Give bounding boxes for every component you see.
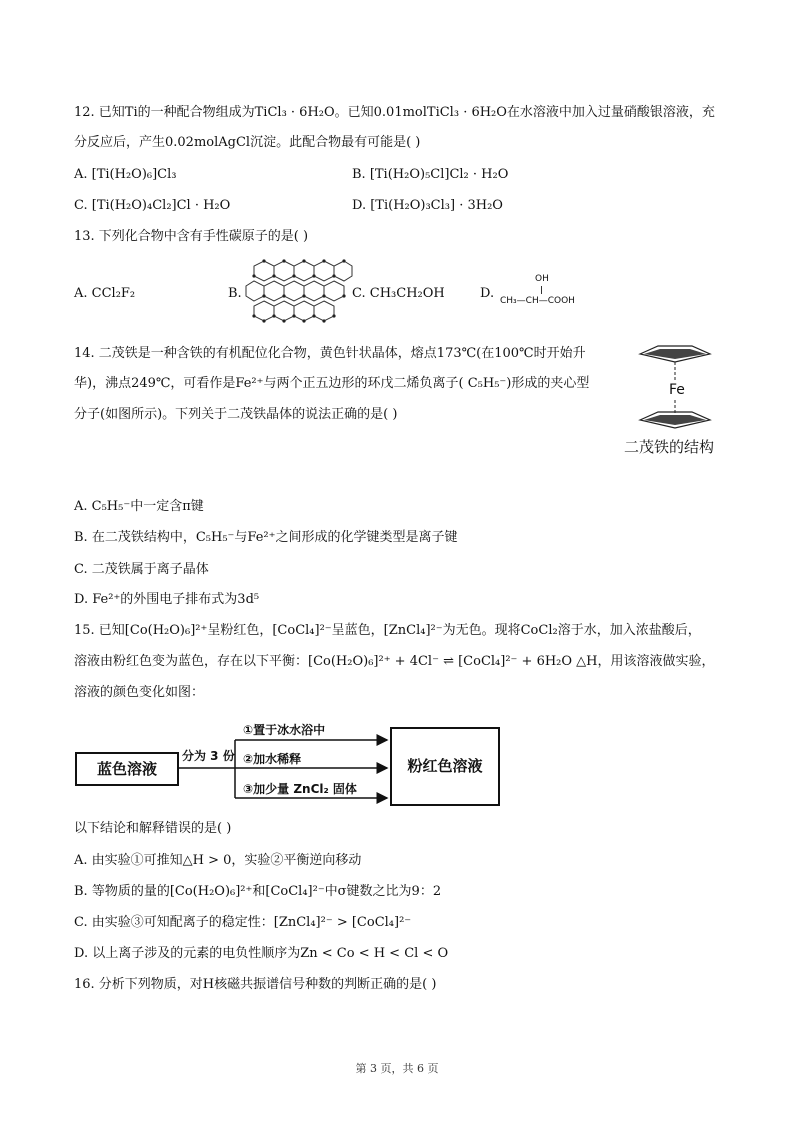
q14-option-c: C. 二茂铁属于离子晶体: [74, 562, 209, 577]
q15-option-c: C. 由实验③可知配离子的稳定性：[ZnCl₄]²⁻ > [CoCl₄]²⁻: [74, 915, 412, 930]
ferrocene-caption: 二茂铁的结构: [624, 438, 715, 456]
q15-line1: 15. 已知[Co(H₂O)₆]²⁺呈粉红色，[CoCl₄]²⁻呈蓝色，[ZnCl₄]²⁻为无色。现将CoCl₂溶于水，加入浓盐酸后，: [74, 623, 701, 638]
step1-label: ①置于冰水浴中: [243, 723, 326, 737]
ferrocene-fe-label: Fe: [669, 382, 685, 398]
q12-option-b: B. [Ti(H₂O)₅Cl]Cl₂ · H₂O: [352, 167, 509, 182]
q15-stem2: 以下结论和解释错误的是( ): [74, 821, 232, 836]
q12-line2: 分反应后，产生0.02molAgCl沉淀。此配合物最有可能是( ): [74, 135, 421, 150]
blue-solution-box: 蓝色溶液: [75, 752, 179, 786]
graphite-structure-figure: [244, 256, 354, 331]
q14-line2: 华)，沸点249℃，可看作是Fe²⁺与两个正五边形的环戊二烯负离子( C₅H₅⁻)形成的夹心型: [74, 376, 590, 391]
q13-option-b: B.: [228, 286, 242, 301]
q15-line2: 溶液由粉红色变为蓝色，存在以下平衡：[Co(H₂O)₆]²⁺ + 4Cl⁻ ⇌ [CoCl₄]²⁻ + 6H₂O △H，用该溶液做实验，: [74, 654, 715, 669]
q14-line3: 分子(如图所示)。下列关于二茂铁晶体的说法正确的是( ): [74, 407, 398, 422]
q15-option-a: A. 由实验①可推知△H > 0，实验②平衡逆向移动: [74, 853, 362, 868]
q16-stem: 16. 分析下列物质，对H核磁共振谱信号种数的判断正确的是( ): [74, 977, 437, 992]
q14-option-a: A. C₅H₅⁻中一定含π键: [74, 499, 204, 514]
step2-label: ②加水稀释: [243, 752, 302, 766]
q15-option-d: D. 以上离子涉及的元素的电负性顺序为Zn < Co < H < Cl < O: [74, 946, 449, 961]
q14-option-b: B. 在二茂铁结构中，C₅H₅⁻与Fe²⁺之间形成的化学键类型是离子键: [74, 530, 458, 545]
q13-option-a: A. CCl₂F₂: [74, 286, 136, 301]
q13-option-c: C. CH₃CH₂OH: [352, 286, 445, 301]
lactic-acid-bond: [541, 286, 542, 294]
q12-option-a: A. [Ti(H₂O)₆]Cl₃: [74, 167, 177, 182]
pink-solution-box: 粉红色溶液: [390, 727, 500, 806]
q12-option-c: C. [Ti(H₂O)₄Cl₂]Cl · H₂O: [74, 198, 231, 213]
q15-line3: 溶液的颜色变化如图：: [74, 685, 205, 700]
split-label: 分为 3 份: [182, 749, 235, 763]
q14-line1: 14. 二茂铁是一种含铁的有机配位化合物，黄色针状晶体，熔点173℃(在100℃时开始升: [74, 346, 586, 361]
lactic-acid-chain: CH₃—CH—COOH: [500, 296, 575, 306]
page-footer: 第 3 页，共 6 页: [355, 1062, 439, 1075]
lactic-acid-oh: OH: [535, 274, 549, 284]
q12-option-d: D. [Ti(H₂O)₃Cl₃] · 3H₂O: [352, 198, 503, 213]
q13-stem: 13. 下列化合物中含有手性碳原子的是( ): [74, 229, 309, 244]
step3-label: ③加少量 ZnCl₂ 固体: [243, 782, 357, 796]
q14-option-d: D. Fe²⁺的外围电子排布式为3d⁵: [74, 592, 260, 607]
q13-option-d: D.: [480, 286, 495, 301]
q15-option-b: B. 等物质的量的[Co(H₂O)₆]²⁺和[CoCl₄]²⁻中σ键数之比为9：2: [74, 884, 442, 899]
q12-line1: 12. 已知Ti的一种配合物组成为TiCl₃ · 6H₂O。已知0.01molTiCl₃ · 6H₂O在水溶液中加入过量硝酸银溶液，充: [74, 105, 715, 120]
